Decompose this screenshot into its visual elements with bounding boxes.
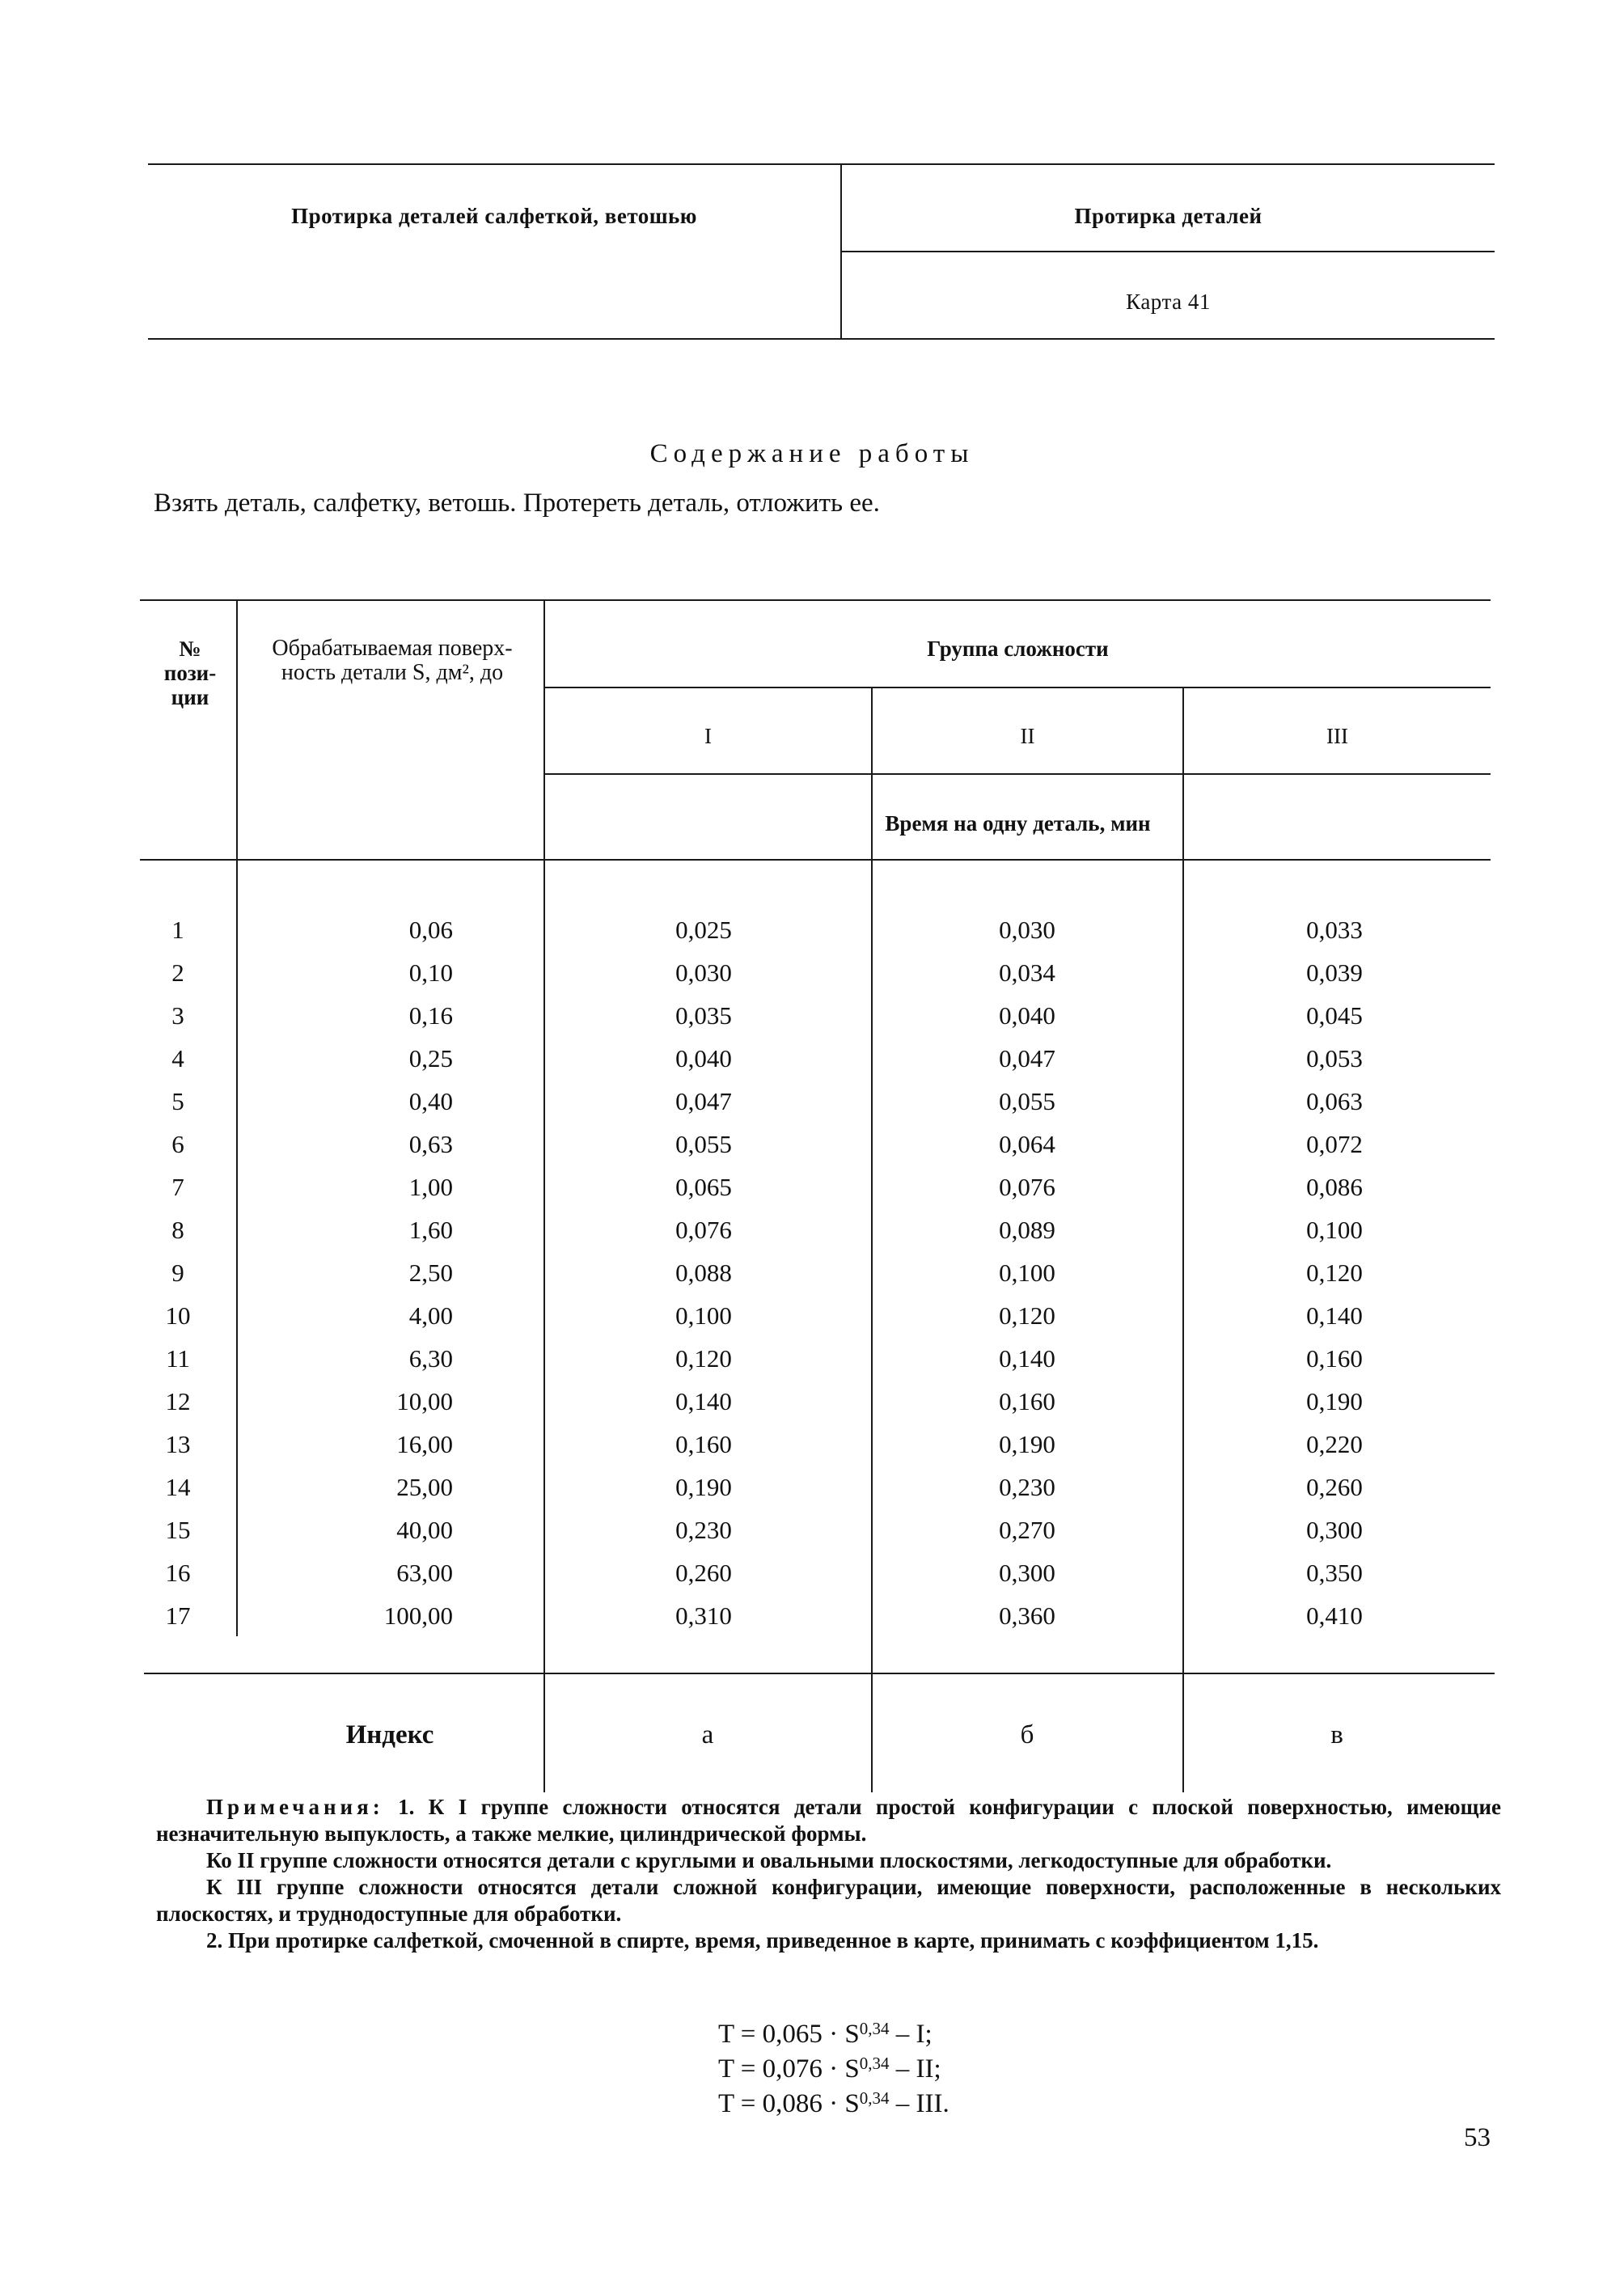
cell-surface: 2,50 (408, 1259, 453, 1287)
cell-surface: 63,00 (396, 1559, 453, 1587)
cell-group-i: 0,030 (675, 958, 732, 987)
cell-position: 8 (171, 1216, 184, 1244)
cell-group-ii: 0,230 (999, 1473, 1055, 1501)
cell-group-iii: 0,410 (1306, 1601, 1363, 1630)
s-header-line-2: ность детали S, дм², до (281, 660, 504, 685)
group-names-rule (545, 773, 1491, 775)
formula-lhs: T = 0,076 · S (718, 2054, 860, 2084)
page-number: 53 (1464, 2123, 1491, 2152)
cell-surface: 40,00 (396, 1516, 453, 1544)
cell-position: 13 (165, 1430, 191, 1458)
cell-surface: 4,00 (408, 1301, 453, 1330)
cell-group-ii: 0,040 (999, 1001, 1055, 1030)
cell-group-i: 0,230 (675, 1516, 732, 1544)
cell-group-i: 0,047 (675, 1087, 732, 1115)
cell-group-iii: 0,140 (1306, 1301, 1363, 1330)
cell-group-iii: 0,300 (1306, 1516, 1363, 1544)
cell-position: 17 (165, 1601, 191, 1630)
cell-position: 16 (165, 1559, 191, 1587)
formula-exponent: 0,34 (859, 2088, 890, 2108)
formula-rhs: – I; (889, 2020, 933, 2049)
table-row (146, 1387, 1488, 1430)
header-left-title: Протирка деталей салфеткой, ветошью (291, 204, 697, 228)
table-header-bottom-rule (140, 859, 1491, 861)
cell-surface: 0,10 (408, 958, 453, 987)
cell-surface: 0,16 (408, 1001, 453, 1030)
table-row (146, 916, 1488, 958)
formula-exponent: 0,34 (859, 2054, 890, 2073)
index-value-group-ii: б (1020, 1720, 1034, 1749)
cell-surface: 0,40 (408, 1087, 453, 1115)
table-row (146, 1001, 1488, 1044)
cell-group-iii: 0,072 (1306, 1130, 1363, 1158)
cell-group-iii: 0,120 (1306, 1259, 1363, 1287)
cell-position: 5 (171, 1087, 184, 1115)
cell-group-iii: 0,260 (1306, 1473, 1363, 1501)
cell-group-ii: 0,030 (999, 916, 1055, 944)
time-header: Время на одну деталь, мин (885, 811, 1151, 836)
table-row (146, 1516, 1488, 1559)
content-text: Взять деталь, салфетку, ветошь. Протереть деталь, отложить ее. (154, 489, 880, 518)
formula-lhs: T = 0,065 · S (718, 2020, 860, 2049)
group-iii-header: III (1326, 724, 1348, 748)
cell-group-i: 0,025 (675, 916, 732, 944)
cell-surface: 0,06 (408, 916, 453, 944)
cell-position: 3 (171, 1001, 184, 1030)
cell-surface: 100,00 (383, 1601, 453, 1630)
cell-position: 15 (165, 1516, 191, 1544)
table-row (146, 1301, 1488, 1344)
table-row (146, 1473, 1488, 1516)
table-row (146, 1259, 1488, 1301)
notes-block (156, 1794, 1501, 1954)
cell-group-iii: 0,160 (1306, 1344, 1363, 1373)
table-row (146, 1130, 1488, 1173)
cell-position: 7 (171, 1173, 184, 1201)
cell-group-ii: 0,120 (999, 1301, 1055, 1330)
cell-group-iii: 0,045 (1306, 1001, 1363, 1030)
table-row (146, 1559, 1488, 1601)
card-number: Карта 41 (1126, 290, 1211, 314)
formula-rhs: – II; (889, 2054, 941, 2084)
s-header-line-1: Обрабатываемая поверх- (272, 636, 513, 661)
cell-position: 14 (165, 1473, 191, 1501)
table-top-rule (140, 599, 1491, 601)
cell-group-ii: 0,360 (999, 1601, 1055, 1630)
index-label: Индекс (345, 1720, 434, 1749)
cell-surface: 25,00 (396, 1473, 453, 1501)
cell-group-iii: 0,190 (1306, 1387, 1363, 1415)
notes-label: Примечания: (206, 1795, 384, 1819)
cell-group-i: 0,260 (675, 1559, 732, 1587)
formula-group-i (718, 2014, 949, 2049)
cell-surface: 0,25 (408, 1044, 453, 1072)
cell-position: 9 (171, 1259, 184, 1287)
cell-group-iii: 0,039 (1306, 958, 1363, 987)
index-value-group-iii: в (1330, 1720, 1343, 1749)
note-1-group-iii: К III группе сложности относятся детали сложной конфигурации, имеющие поверхности, расположенные в нескольких плоскостях, и труднодоступные для обработки. (156, 1875, 1501, 1926)
cell-group-ii: 0,076 (999, 1173, 1055, 1201)
cell-surface: 0,63 (408, 1130, 453, 1158)
cell-group-i: 0,120 (675, 1344, 732, 1373)
cell-position: 10 (165, 1301, 191, 1330)
cell-group-i: 0,100 (675, 1301, 732, 1330)
table-row (146, 1044, 1488, 1087)
cell-group-iii: 0,220 (1306, 1430, 1363, 1458)
cell-group-ii: 0,270 (999, 1516, 1055, 1544)
cell-surface: 10,00 (396, 1387, 453, 1415)
content-title: Содержание работы (649, 439, 975, 468)
formula-exponent: 0,34 (859, 2019, 890, 2038)
cell-position: 2 (171, 958, 184, 987)
note-1-group-ii: Ко II группе сложности относятся детали с круглыми и овальными плоскостями, легкодоступные для обработки. (206, 1848, 1332, 1872)
group-header: Группа сложности (927, 637, 1109, 661)
cell-surface: 16,00 (396, 1430, 453, 1458)
formula-rhs: – III. (889, 2089, 949, 2118)
cell-group-ii: 0,047 (999, 1044, 1055, 1072)
cell-group-ii: 0,140 (999, 1344, 1055, 1373)
cell-position: 11 (166, 1344, 190, 1373)
cell-group-ii: 0,064 (999, 1130, 1055, 1158)
cell-group-iii: 0,100 (1306, 1216, 1363, 1244)
cell-group-ii: 0,300 (999, 1559, 1055, 1587)
cell-group-ii: 0,160 (999, 1387, 1055, 1415)
cell-group-iii: 0,350 (1306, 1559, 1363, 1587)
pos-column-header (146, 637, 235, 709)
cell-position: 6 (171, 1130, 184, 1158)
header-right-title: Протирка деталей (1074, 204, 1262, 228)
note-1 (156, 1794, 1501, 1847)
cell-surface: 1,00 (408, 1173, 453, 1201)
cell-group-i: 0,055 (675, 1130, 732, 1158)
cell-group-i: 0,040 (675, 1044, 732, 1072)
cell-group-iii: 0,033 (1306, 916, 1363, 944)
table-row (146, 1216, 1488, 1259)
pos-header-line-2: пози- (163, 661, 217, 685)
cell-group-i: 0,065 (675, 1173, 732, 1201)
table-row (146, 1087, 1488, 1130)
formula-lhs: T = 0,086 · S (718, 2089, 860, 2118)
cell-group-iii: 0,063 (1306, 1087, 1363, 1115)
cell-group-iii: 0,086 (1306, 1173, 1363, 1201)
cell-surface: 6,30 (408, 1344, 453, 1373)
cell-group-i: 0,035 (675, 1001, 732, 1030)
table-row (146, 958, 1488, 1001)
note-2: 2. При протирке салфеткой, смоченной в спирте, время, приведенное в карте, принимать с коэффициентом 1,15. (206, 1928, 1319, 1952)
formula-group-iii (718, 2084, 949, 2118)
pos-header-line-3: ции (171, 685, 209, 709)
pos-header-line-1: № (179, 637, 201, 661)
cell-position: 4 (171, 1044, 184, 1072)
cell-group-iii: 0,053 (1306, 1044, 1363, 1072)
cell-surface: 1,60 (408, 1216, 453, 1244)
cell-group-i: 0,088 (675, 1259, 732, 1287)
cell-group-i: 0,310 (675, 1601, 732, 1630)
cell-group-ii: 0,190 (999, 1430, 1055, 1458)
cell-group-ii: 0,089 (999, 1216, 1055, 1244)
table-body-bottom-rule (144, 1673, 1495, 1674)
index-value-group-i: а (701, 1720, 714, 1749)
formulas (718, 2014, 949, 2118)
table-row (146, 1601, 1488, 1644)
s-column-header (243, 637, 542, 685)
table-row (146, 1173, 1488, 1216)
cell-position: 12 (165, 1387, 191, 1415)
cell-group-i: 0,076 (675, 1216, 732, 1244)
cell-group-ii: 0,100 (999, 1259, 1055, 1287)
cell-position: 1 (171, 916, 184, 944)
group-ii-header: II (1020, 724, 1035, 748)
group-i-header: I (704, 724, 712, 748)
formula-group-ii (718, 2049, 949, 2084)
cell-group-ii: 0,034 (999, 958, 1055, 987)
cell-group-i: 0,190 (675, 1473, 732, 1501)
note-1-text: 1. К I группе сложности относятся детали простой конфигурации с плоской поверхностью, имеющие незначительную выпуклость, а также мелкие, цилиндрической формы. (156, 1795, 1502, 1846)
group-header-rule (545, 687, 1491, 688)
table-row (146, 1344, 1488, 1387)
table-row (146, 1430, 1488, 1473)
cell-group-i: 0,140 (675, 1387, 732, 1415)
cell-group-i: 0,160 (675, 1430, 732, 1458)
cell-group-ii: 0,055 (999, 1087, 1055, 1115)
